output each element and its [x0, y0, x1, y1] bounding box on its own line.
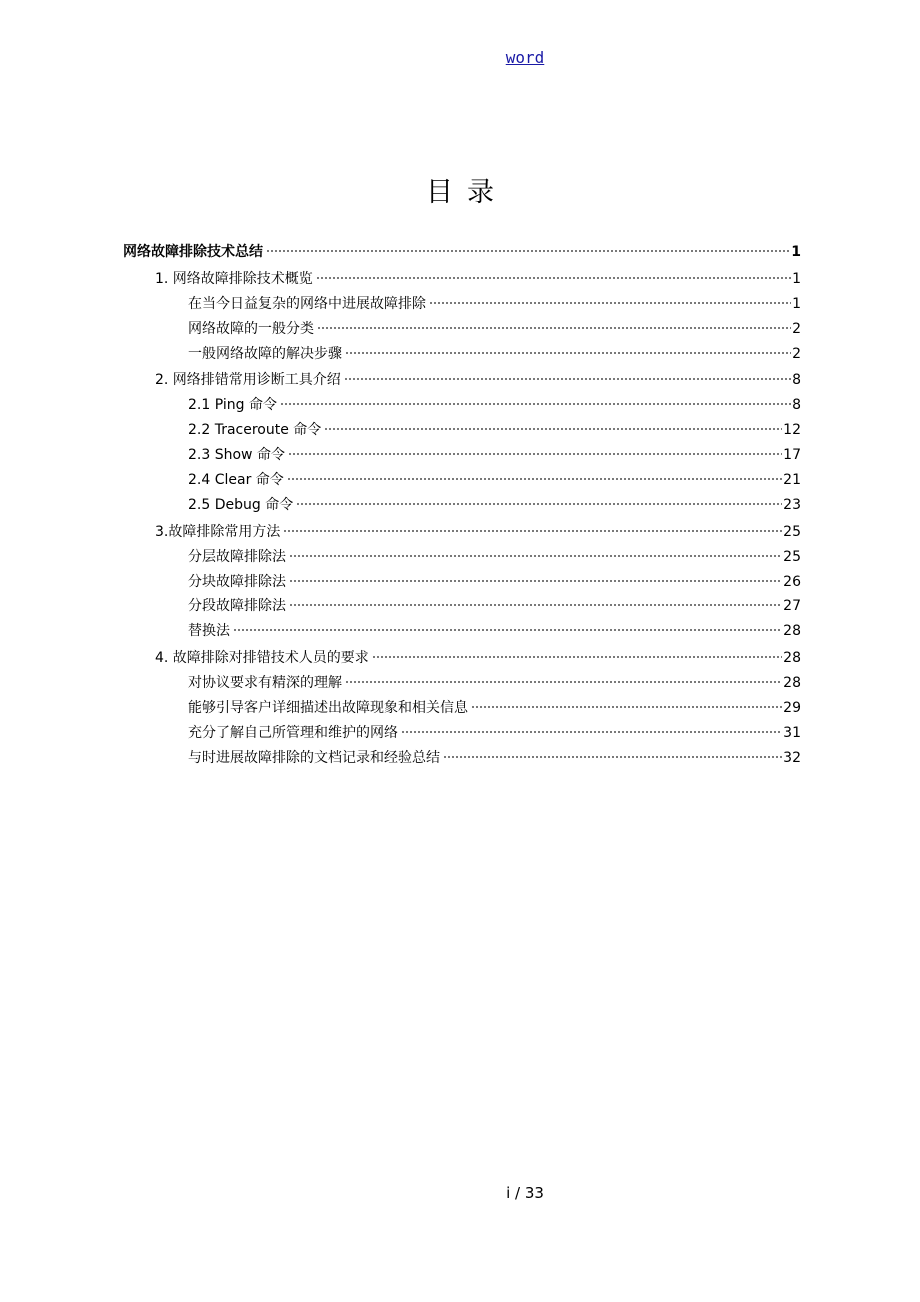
toc-entry-page: 29	[783, 700, 801, 717]
toc-entry-text: 网络故障的一般分类	[188, 320, 314, 337]
toc-entry[interactable]	[123, 443, 801, 468]
toc-leader-dots	[324, 428, 782, 430]
toc-leader-dots	[289, 580, 782, 582]
toc-entry[interactable]	[123, 746, 801, 771]
toc-leader-dots	[280, 403, 791, 405]
toc-entry-text: 2.3 Show 命令	[188, 447, 285, 464]
toc-entry[interactable]	[123, 619, 801, 644]
toc-leader-dots	[283, 530, 782, 532]
toc-entry-text: 与时进展故障排除的文档记录和经验总结	[188, 749, 440, 766]
toc-entry-text: 充分了解自己所管理和维护的网络	[188, 724, 398, 741]
table-of-contents	[123, 240, 801, 771]
toc-entry-page: 32	[783, 749, 801, 766]
toc-entry-page: 1	[792, 295, 801, 312]
toc-entry[interactable]	[123, 240, 801, 265]
toc-entry-text: 3.故障排除常用方法	[155, 523, 281, 540]
toc-entry[interactable]	[123, 520, 801, 545]
toc-leader-dots	[289, 604, 782, 606]
header	[0, 48, 920, 67]
toc-entry-text: 2.2 Traceroute 命令	[188, 422, 322, 439]
toc-entry-page: 2	[792, 345, 801, 362]
toc-entry-text: 分块故障排除法	[188, 573, 286, 590]
toc-entry-page: 25	[783, 548, 801, 565]
toc-entry[interactable]	[123, 594, 801, 619]
toc-leader-dots	[443, 756, 782, 758]
toc-leader-dots	[289, 555, 782, 557]
toc-entry-text: 对协议要求有精深的理解	[188, 675, 342, 692]
toc-entry-page: 8	[792, 372, 801, 389]
toc-leader-dots	[345, 352, 791, 354]
toc-entry-text: 分层故障排除法	[188, 548, 286, 565]
toc-leader-dots	[344, 378, 791, 380]
toc-leader-dots	[345, 681, 782, 683]
toc-entry-page: 12	[783, 422, 801, 439]
toc-entry-page: 27	[783, 598, 801, 615]
toc-entry-page: 23	[783, 496, 801, 513]
toc-entry-page: 1	[791, 244, 801, 260]
toc-entry-page: 28	[783, 623, 801, 640]
toc-title: 目录	[426, 177, 508, 208]
toc-entry-text: 在当今日益复杂的网络中进展故障排除	[188, 295, 426, 312]
toc-entry-page: 28	[783, 675, 801, 692]
toc-entry[interactable]	[123, 368, 801, 393]
toc-entry[interactable]	[123, 267, 801, 292]
toc-entry[interactable]	[123, 317, 801, 342]
toc-entry[interactable]	[123, 545, 801, 570]
toc-entry-text: 替换法	[188, 623, 230, 640]
toc-leader-dots	[471, 706, 782, 708]
toc-leader-dots	[288, 453, 782, 455]
toc-entry-text: 网络故障排除技术总结	[123, 244, 263, 260]
toc-entry[interactable]	[123, 292, 801, 317]
toc-leader-dots	[233, 629, 782, 631]
toc-entry-page: 1	[792, 270, 801, 287]
toc-leader-dots	[429, 302, 791, 304]
toc-entry-page: 21	[783, 472, 801, 489]
toc-entry-page: 28	[783, 650, 801, 667]
toc-entry-text: 分段故障排除法	[188, 598, 286, 615]
toc-leader-dots	[401, 731, 782, 733]
toc-leader-dots	[372, 656, 782, 658]
toc-entry-text: 能够引导客户详细描述出故障现象和相关信息	[188, 700, 468, 717]
page-footer: i / 33	[506, 1184, 544, 1202]
toc-entry-page: 25	[783, 523, 801, 540]
toc-entry[interactable]	[123, 671, 801, 696]
toc-entry-page: 31	[783, 724, 801, 741]
toc-entry-text: 2.1 Ping 命令	[188, 397, 277, 414]
toc-entry-text: 2.5 Debug 命令	[188, 496, 294, 513]
toc-leader-dots	[316, 277, 791, 279]
toc-entry[interactable]	[123, 721, 801, 746]
toc-leader-dots	[266, 250, 790, 252]
toc-entry-text: 2.4 Clear 命令	[188, 472, 284, 489]
toc-entry-page: 8	[792, 397, 801, 414]
toc-entry[interactable]	[123, 646, 801, 671]
toc-entry-text: 4. 故障排除对排错技术人员的要求	[155, 650, 369, 667]
toc-entry-page: 2	[792, 320, 801, 337]
toc-entry-page: 17	[783, 447, 801, 464]
toc-entry-text: 2. 网络排错常用诊断工具介绍	[155, 372, 341, 389]
toc-entry[interactable]	[123, 696, 801, 721]
header-word-link[interactable]: word	[505, 48, 545, 67]
toc-entry[interactable]	[123, 570, 801, 595]
toc-leader-dots	[317, 327, 791, 329]
toc-entry[interactable]	[123, 468, 801, 493]
toc-entry[interactable]	[123, 418, 801, 443]
toc-leader-dots	[296, 503, 782, 505]
toc-leader-dots	[287, 478, 782, 480]
toc-entry[interactable]	[123, 393, 801, 418]
toc-entry-text: 一般网络故障的解决步骤	[188, 345, 342, 362]
toc-entry-text: 1. 网络故障排除技术概览	[155, 270, 313, 287]
toc-entry[interactable]	[123, 493, 801, 518]
toc-entry-page: 26	[783, 573, 801, 590]
toc-entry[interactable]	[123, 342, 801, 367]
